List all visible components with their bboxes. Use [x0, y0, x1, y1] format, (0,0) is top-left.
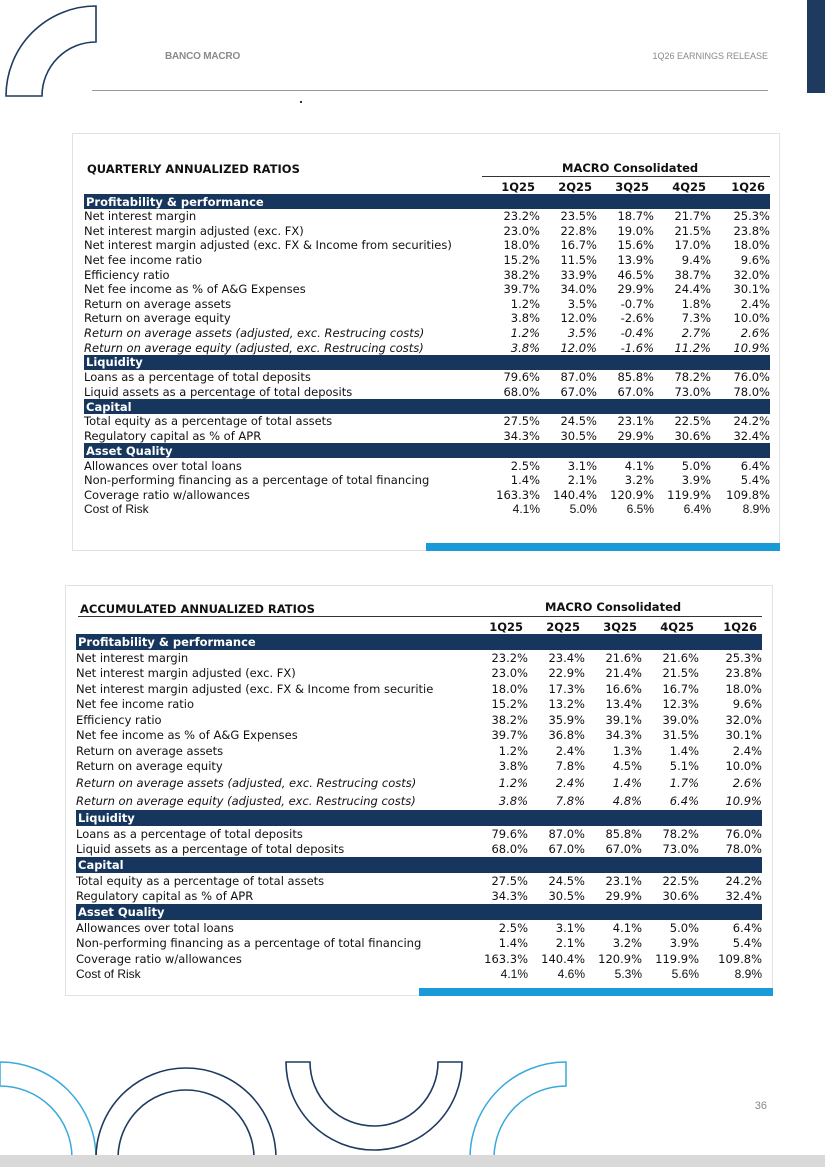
row-value: 21.7% [674, 209, 711, 224]
row-value: 2.4% [555, 776, 585, 790]
row-value: 15.2% [491, 697, 528, 712]
row-value: 73.0% [674, 384, 711, 399]
row-value: 1.2% [498, 743, 528, 758]
row-value: 163.3% [496, 487, 540, 502]
row-value: 13.9% [617, 253, 654, 268]
row-value: 23.0% [491, 666, 528, 681]
row-label: Return on average equity [84, 311, 231, 326]
column-header: 3Q25 [615, 180, 649, 194]
report-title: 1Q26 EARNINGS RELEASE [652, 51, 768, 61]
row-value: 87.0% [560, 370, 597, 385]
row-value: 18.0% [725, 681, 762, 696]
row-value: 12.0% [560, 311, 597, 326]
row-label: Cost of Risk [84, 502, 149, 517]
row-value: 19.0% [617, 223, 654, 238]
row-value: 6.5% [626, 502, 654, 517]
quarterly-group-underline [482, 176, 770, 177]
row-value: 39.0% [662, 712, 699, 727]
row-value: 32.4% [725, 889, 762, 904]
row-label: Return on average assets [76, 743, 224, 758]
row-value: 7.3% [681, 311, 711, 326]
section-header [84, 355, 770, 370]
row-label: Net fee income as % of A&G Expenses [76, 728, 298, 743]
row-value: 3.5% [567, 296, 597, 311]
row-value: 21.6% [605, 650, 642, 665]
row-value: 3.9% [669, 936, 699, 951]
row-label: Liquidity [78, 811, 135, 825]
row-value: 120.9% [610, 487, 654, 502]
row-value: 2.6% [740, 326, 770, 341]
row-value: 85.8% [617, 370, 654, 385]
row-value: 140.4% [553, 487, 597, 502]
row-value: 2.5% [510, 458, 540, 473]
row-value: 1.2% [510, 326, 540, 341]
row-label: Liquid assets as a percentage of total deposits [84, 384, 353, 399]
row-value: 5.0% [681, 458, 711, 473]
row-value: 24.5% [548, 873, 585, 888]
row-value: 6.4% [683, 502, 711, 517]
section-header [84, 443, 770, 458]
row-label: Regulatory capital as % of APR [84, 429, 262, 444]
row-value: 3.2% [612, 936, 642, 951]
row-value: 18.0% [503, 238, 540, 253]
row-value: 4.1% [500, 967, 528, 982]
section-header [76, 904, 762, 920]
row-label: Net fee income ratio [84, 253, 202, 268]
row-value: 36.8% [548, 728, 585, 743]
row-label: Return on average equity (adjusted, exc. Restrucing costs) [84, 340, 424, 355]
row-value: 27.5% [503, 414, 540, 429]
row-value: 78.0% [733, 384, 770, 399]
section-header [76, 634, 762, 650]
row-value: 46.5% [617, 267, 654, 282]
row-value: 23.8% [733, 223, 770, 238]
table-row [84, 282, 770, 297]
row-value: 30.5% [560, 429, 597, 444]
row-value: 29.9% [617, 429, 654, 444]
top-right-accent-bar [807, 0, 825, 93]
row-value: 23.2% [503, 209, 540, 224]
row-value: 3.8% [510, 340, 540, 355]
row-value: 17.0% [674, 238, 711, 253]
accumulated-panel-accent-bar [419, 988, 773, 996]
row-value: 25.3% [733, 209, 770, 224]
row-value: 30.6% [662, 889, 699, 904]
row-label: Cost of Risk [76, 967, 141, 982]
row-value: 1.4% [612, 776, 642, 790]
row-value: 4.1% [612, 920, 642, 935]
row-value: 30.5% [548, 889, 585, 904]
row-value: 22.9% [548, 666, 585, 681]
row-value: 67.0% [548, 842, 585, 857]
row-label: Net interest margin adjusted (exc. FX & Income from securities) [84, 238, 452, 253]
row-label: Asset Quality [86, 443, 173, 458]
row-value: 78.0% [725, 842, 762, 857]
row-value: 3.9% [681, 473, 711, 488]
row-label: Return on average assets (adjusted, exc. Restrucing costs) [84, 326, 425, 341]
row-value: 23.1% [617, 414, 654, 429]
row-value: 34.0% [560, 282, 597, 297]
row-value: 67.0% [605, 842, 642, 857]
row-value: 3.5% [567, 326, 597, 341]
column-header: 2Q25 [558, 180, 592, 194]
row-label: Total equity as a percentage of total assets [84, 414, 333, 429]
row-value: 24.2% [725, 873, 762, 888]
table-row [76, 681, 762, 697]
row-label: Capital [78, 858, 124, 872]
row-value: 119.9% [667, 487, 711, 502]
table-row [84, 458, 770, 473]
row-value: 32.0% [733, 267, 770, 282]
accumulated-table-title: ACCUMULATED ANNUALIZED RATIOS [80, 602, 315, 616]
table-row [84, 370, 770, 385]
row-value: 10.9% [725, 794, 762, 808]
row-value: 22.8% [560, 223, 597, 238]
row-value: 10.0% [733, 311, 770, 326]
accumulated-group-underline [78, 616, 762, 617]
row-value: 68.0% [503, 384, 540, 399]
row-value: 23.8% [725, 666, 762, 681]
row-value: 29.9% [617, 282, 654, 297]
row-value: 30.6% [674, 429, 711, 444]
row-value: 67.0% [560, 384, 597, 399]
row-value: 38.7% [674, 267, 711, 282]
row-value: 11.5% [560, 253, 597, 268]
row-value: 18.0% [491, 681, 528, 696]
row-value: 33.9% [560, 267, 597, 282]
row-value: 30.1% [733, 282, 770, 297]
row-value: 25.3% [725, 650, 762, 665]
row-value: 6.4% [740, 458, 770, 473]
row-value: 21.5% [662, 666, 699, 681]
row-label: Net fee income ratio [76, 697, 194, 712]
row-value: 3.8% [498, 794, 528, 808]
row-value: 1.4% [669, 743, 699, 758]
row-value: 3.8% [510, 311, 540, 326]
table-row [76, 951, 762, 967]
row-value: 13.2% [548, 697, 585, 712]
row-value: 79.6% [491, 826, 528, 841]
row-value: 23.2% [491, 650, 528, 665]
row-value: 76.0% [733, 370, 770, 385]
row-value: 11.2% [674, 340, 711, 355]
row-value: 2.7% [681, 326, 711, 341]
row-value: 1.2% [510, 296, 540, 311]
row-value: 119.9% [655, 951, 699, 966]
table-row [84, 267, 770, 282]
row-label: Liquidity [86, 355, 143, 370]
row-value: 31.5% [662, 728, 699, 743]
accumulated-ratios-table [76, 634, 762, 982]
table-row [84, 238, 770, 253]
row-value: 7.8% [555, 759, 585, 774]
row-value: 7.8% [555, 794, 585, 808]
row-label: Coverage ratio w/allowances [76, 951, 242, 966]
quarterly-column-headers [478, 180, 765, 194]
row-value: 68.0% [491, 842, 528, 857]
row-value: 34.3% [503, 429, 540, 444]
row-value: 34.3% [491, 889, 528, 904]
row-label: Return on average assets (adjusted, exc. Restrucing costs) [76, 776, 417, 790]
row-value: 38.2% [503, 267, 540, 282]
row-label: Loans as a percentage of total deposits [76, 826, 303, 841]
row-value: 3.1% [567, 458, 597, 473]
row-value: 18.0% [733, 238, 770, 253]
row-value: 5.0% [669, 920, 699, 935]
row-value: 4.1% [512, 502, 540, 517]
row-label: Return on average assets [84, 296, 232, 311]
row-value: 1.4% [498, 936, 528, 951]
header-divider [92, 90, 768, 91]
page-number: 36 [754, 1100, 767, 1112]
row-value: 32.0% [725, 712, 762, 727]
row-value: 109.8% [718, 951, 762, 966]
row-value: 21.5% [674, 223, 711, 238]
table-row [84, 502, 770, 517]
row-value: 5.6% [671, 967, 699, 982]
row-value: 1.4% [510, 473, 540, 488]
row-value: 34.3% [605, 728, 642, 743]
table-row [84, 473, 770, 488]
row-value: 2.4% [732, 743, 762, 758]
row-value: 5.0% [569, 502, 597, 517]
row-value: 15.2% [503, 253, 540, 268]
row-label: Net interest margin adjusted (exc. FX & Income from securitie [76, 681, 434, 696]
row-label: Efficiency ratio [76, 712, 162, 727]
row-value: 9.6% [740, 253, 770, 268]
row-value: 29.9% [605, 889, 642, 904]
row-value: 30.1% [725, 728, 762, 743]
row-value: 38.2% [491, 712, 528, 727]
table-row [76, 873, 762, 889]
row-label: Allowances over total loans [84, 458, 242, 473]
row-label: Non-performing financing as a percentage of total financing [76, 936, 422, 951]
table-row [84, 340, 770, 355]
table-row [84, 224, 770, 239]
row-value: 3.2% [624, 473, 654, 488]
row-value: 5.4% [740, 473, 770, 488]
row-value: 21.4% [605, 666, 642, 681]
row-label: Loans as a percentage of total deposits [84, 370, 311, 385]
row-value: 2.5% [498, 920, 528, 935]
quarterly-group-heading: MACRO Consolidated [562, 161, 699, 175]
row-value: 23.5% [560, 209, 597, 224]
table-row [76, 697, 762, 713]
row-label: Net fee income as % of A&G Expenses [84, 282, 306, 297]
row-value: 2.1% [567, 473, 597, 488]
row-value: 23.1% [605, 873, 642, 888]
table-row [84, 414, 770, 429]
row-value: 24.4% [674, 282, 711, 297]
row-value: 2.6% [732, 776, 762, 790]
quarterly-table-title: QUARTERLY ANNUALIZED RATIOS [87, 162, 300, 176]
row-label: Net interest margin [76, 650, 189, 665]
table-row [84, 326, 770, 341]
row-value: 9.6% [732, 697, 762, 712]
table-row [76, 920, 762, 936]
table-row [84, 253, 770, 268]
table-row [84, 209, 770, 224]
row-label: Efficiency ratio [84, 267, 170, 282]
row-value: 140.4% [541, 951, 585, 966]
row-value: 22.5% [662, 873, 699, 888]
corner-arc-decoration [0, 0, 110, 100]
header-dot [300, 101, 302, 103]
company-name: BANCO MACRO [165, 51, 241, 62]
section-header [84, 194, 770, 209]
row-label: Capital [86, 399, 132, 414]
row-value: 85.8% [605, 826, 642, 841]
row-value: 22.5% [674, 414, 711, 429]
accumulated-column-headers [466, 620, 757, 634]
table-row [84, 297, 770, 312]
row-value: 9.4% [681, 253, 711, 268]
row-value: 18.7% [617, 209, 654, 224]
row-value: 4.8% [612, 794, 642, 808]
footer-bar [0, 1155, 825, 1167]
table-row [76, 650, 762, 666]
row-value: 17.3% [548, 681, 585, 696]
row-value: 5.3% [614, 967, 642, 982]
row-label: Liquid assets as a percentage of total deposits [76, 842, 345, 857]
row-value: -0.4% [620, 326, 654, 341]
row-value: 109.8% [726, 487, 770, 502]
row-value: 79.6% [503, 370, 540, 385]
column-header: 2Q25 [546, 620, 580, 634]
row-value: 15.6% [617, 238, 654, 253]
column-header: 1Q25 [489, 620, 523, 634]
table-row [76, 743, 762, 759]
section-header [76, 810, 762, 826]
row-value: 24.2% [733, 414, 770, 429]
row-value: 16.6% [605, 681, 642, 696]
row-value: 10.9% [733, 340, 770, 355]
row-value: 3.8% [498, 759, 528, 774]
row-value: 163.3% [484, 951, 528, 966]
row-value: 4.5% [612, 759, 642, 774]
row-value: 32.4% [733, 429, 770, 444]
row-value: 23.0% [503, 223, 540, 238]
row-value: 3.1% [555, 920, 585, 935]
section-header [76, 857, 762, 873]
accumulated-group-heading: MACRO Consolidated [545, 600, 682, 614]
row-value: 87.0% [548, 826, 585, 841]
row-value: 6.4% [732, 920, 762, 935]
table-row [76, 792, 762, 810]
row-value: 2.4% [740, 296, 770, 311]
table-row [76, 826, 762, 842]
row-value: 73.0% [662, 842, 699, 857]
row-value: 13.4% [605, 697, 642, 712]
quarterly-ratios-table [84, 194, 770, 517]
row-value: 2.4% [555, 743, 585, 758]
row-value: 5.4% [732, 936, 762, 951]
row-label: Net interest margin [84, 209, 197, 224]
quarterly-panel-accent-bar [426, 543, 780, 551]
row-label: Profitability & performance [78, 635, 256, 649]
column-header: 4Q25 [660, 620, 694, 634]
column-header: 3Q25 [603, 620, 637, 634]
column-header: 4Q25 [672, 180, 706, 194]
row-label: Return on average equity (adjusted, exc. Restrucing costs) [76, 794, 416, 808]
row-value: -2.6% [620, 311, 654, 326]
row-label: Asset Quality [78, 905, 165, 919]
row-value: 1.7% [669, 776, 699, 790]
row-value: 23.4% [548, 650, 585, 665]
row-value: 6.4% [669, 794, 699, 808]
row-value: 16.7% [662, 681, 699, 696]
row-label: Coverage ratio w/allowances [84, 487, 250, 502]
row-value: -1.6% [620, 340, 654, 355]
row-label: Return on average equity [76, 759, 223, 774]
row-value: 35.9% [548, 712, 585, 727]
row-value: 39.1% [605, 712, 642, 727]
row-value: 78.2% [662, 826, 699, 841]
row-value: -0.7% [620, 296, 654, 311]
row-value: 16.7% [560, 238, 597, 253]
table-row [76, 842, 762, 858]
column-header: 1Q26 [723, 620, 757, 634]
table-row [84, 385, 770, 400]
row-value: 2.1% [555, 936, 585, 951]
row-value: 1.2% [498, 776, 528, 790]
table-row [76, 967, 762, 983]
column-header: 1Q26 [731, 180, 765, 194]
row-label: Net interest margin adjusted (exc. FX) [76, 666, 296, 681]
row-label: Profitability & performance [86, 194, 264, 209]
table-row [76, 728, 762, 744]
table-row [76, 666, 762, 682]
table-row [84, 429, 770, 444]
section-header [84, 399, 770, 414]
row-label: Non-performing financing as a percentage of total financing [84, 473, 430, 488]
row-value: 21.6% [662, 650, 699, 665]
row-value: 39.7% [491, 728, 528, 743]
row-label: Regulatory capital as % of APR [76, 889, 254, 904]
row-value: 12.3% [662, 697, 699, 712]
column-header: 1Q25 [501, 180, 535, 194]
row-value: 27.5% [491, 873, 528, 888]
row-value: 5.1% [669, 759, 699, 774]
table-row [76, 936, 762, 952]
row-value: 76.0% [725, 826, 762, 841]
row-label: Net interest margin adjusted (exc. FX) [84, 223, 304, 238]
row-value: 10.0% [725, 759, 762, 774]
table-row [84, 488, 770, 503]
row-value: 67.0% [617, 384, 654, 399]
row-label: Allowances over total loans [76, 920, 234, 935]
row-value: 1.8% [681, 296, 711, 311]
row-value: 1.3% [612, 743, 642, 758]
row-value: 24.5% [560, 414, 597, 429]
row-value: 4.6% [557, 967, 585, 982]
table-row [76, 759, 762, 775]
row-value: 39.7% [503, 282, 540, 297]
row-label: Total equity as a percentage of total assets [76, 873, 325, 888]
row-value: 78.2% [674, 370, 711, 385]
table-row [76, 889, 762, 905]
row-value: 8.9% [734, 967, 762, 982]
row-value: 8.9% [742, 502, 770, 517]
row-value: 120.9% [598, 951, 642, 966]
table-row [76, 774, 762, 792]
table-row [76, 712, 762, 728]
row-value: 4.1% [624, 458, 654, 473]
table-row [84, 311, 770, 326]
row-value: 12.0% [560, 340, 597, 355]
